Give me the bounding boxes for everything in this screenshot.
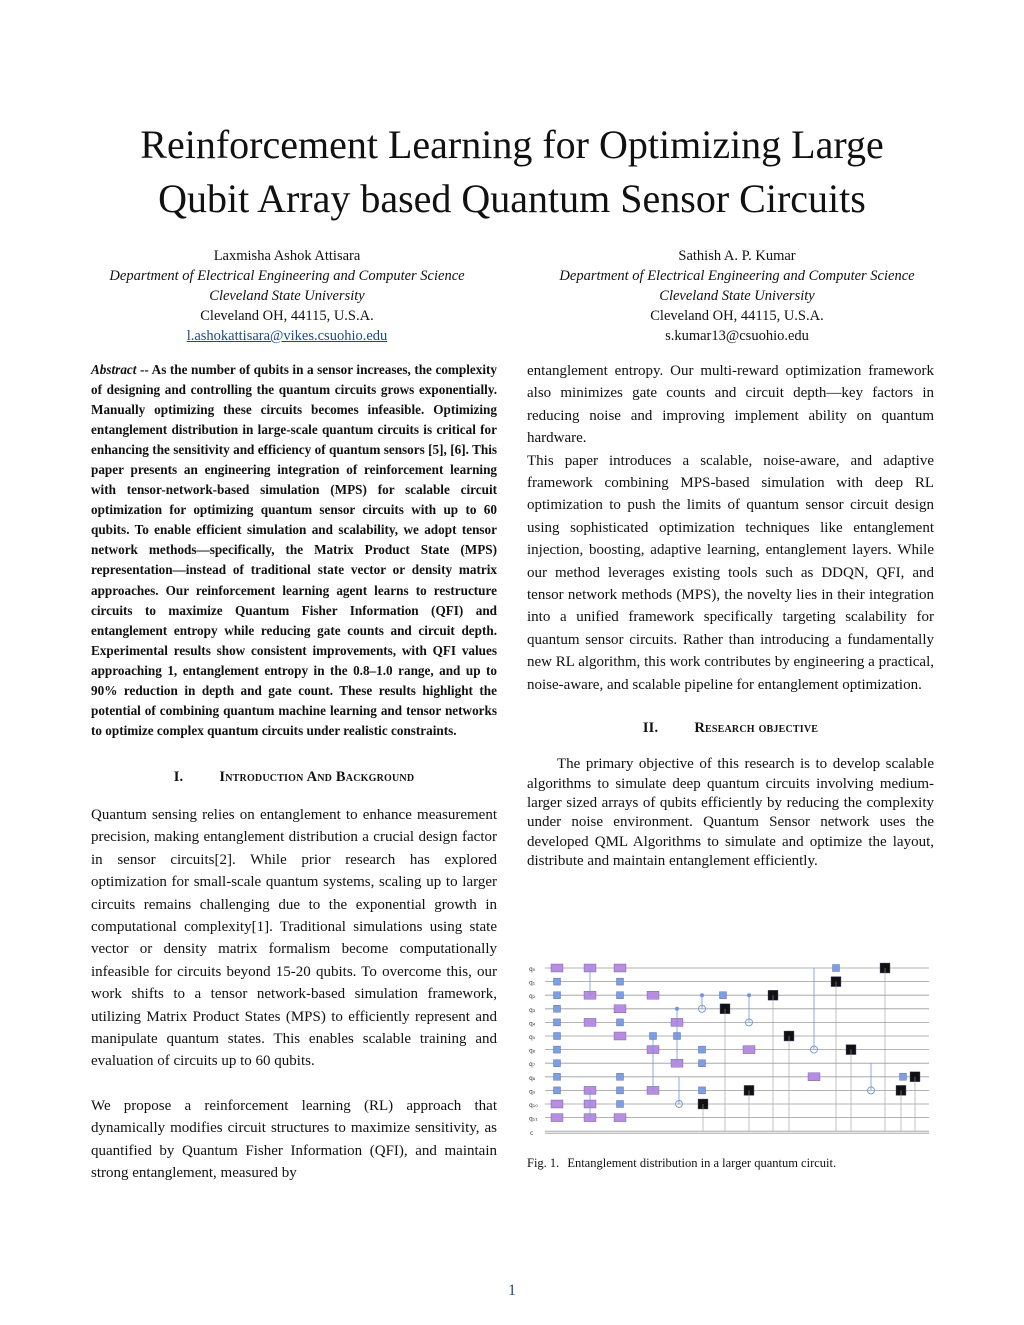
h-gate	[554, 1046, 561, 1053]
section-heading-2	[527, 720, 934, 737]
rz-gate	[614, 1032, 626, 1040]
author-email-link[interactable]: l.ashokattisara@vikes.csuohio.edu	[186, 328, 388, 344]
author-address: Cleveland OH, 44115, U.S.A.	[200, 308, 374, 324]
classical-label: c	[530, 1130, 534, 1138]
title-line-2: Qubit Array based Quantum Sensor Circuits	[158, 176, 866, 221]
qubit-label: q₅	[529, 1034, 536, 1041]
h-gate	[554, 978, 561, 985]
rz-gate	[584, 1018, 596, 1026]
rz-gate	[614, 1114, 626, 1122]
h-gate	[617, 992, 624, 999]
author-address: Cleveland OH, 44115, U.S.A.	[650, 308, 824, 324]
qubit-label: q₂	[529, 993, 536, 1001]
h-gate	[554, 992, 561, 999]
qubit-label: q₀	[529, 966, 536, 973]
h-gate	[554, 1073, 561, 1080]
qubit-label: q₈	[529, 1074, 536, 1082]
quantum-circuit-figure	[527, 958, 934, 1148]
author-name: Sathish A. P. Kumar	[678, 248, 796, 264]
control-dot	[747, 993, 751, 997]
rz-gate	[647, 991, 659, 999]
author-department: Department of Electrical Engineering and Computer Science	[559, 268, 915, 284]
author-block-1	[52, 246, 522, 346]
author-email: s.kumar13@csuohio.edu	[665, 328, 809, 344]
page-number: 1	[508, 1282, 516, 1299]
h-gate	[699, 1046, 706, 1053]
h-gate	[900, 1073, 907, 1080]
section-title: Research objective	[694, 720, 819, 737]
section-heading-1	[91, 769, 497, 786]
rz-gate	[808, 1073, 820, 1081]
section-title: Introduction And Background	[219, 768, 415, 785]
rz-gate	[614, 1005, 626, 1013]
qubit-label: q₇	[529, 1061, 536, 1069]
rz-gate	[551, 1114, 563, 1122]
h-gate	[617, 1019, 624, 1026]
h-gate	[699, 1060, 706, 1067]
h-gate	[617, 978, 624, 985]
author-university: Cleveland State University	[209, 288, 365, 304]
h-gate	[833, 965, 840, 972]
rz-gate	[551, 1100, 563, 1108]
qubit-label: q₃	[529, 1006, 536, 1014]
h-gate	[554, 1060, 561, 1067]
section-number: II.	[642, 720, 659, 737]
figure-caption-text: Entanglement distribution in a larger quantum circuit.	[567, 1156, 837, 1170]
abstract	[91, 360, 497, 741]
figure-caption	[527, 1156, 934, 1171]
abstract-label: Abstract	[91, 362, 137, 377]
qubit-label: q₉	[529, 1088, 536, 1096]
abstract-text: -- As the number of qubits in a sensor increases, the complexity of designing and controlling the quantum circuits grows exponentially. Manually optimizing these circuits becomes infeasible. Optimizing entanglement distribution in large-scale quantum circuits is critical for enhancing the sensitivity and efficiency of quantum sensors [5], [6]. This paper presents an engineering integration of reinforcement learning with tensor-network-based simulation (MPS) for scalable circuit optimization for optimizing quantum sensor circuits with up to 60 qubits. To enable efficient simulation and scalability, we adopt tensor network methods—specifically, the Matrix Product State (MPS) representation—instead of traditional state vector or density matrix approaches. Our reinforcement learning agent learns to restructure circuits to maximize Quantum Fisher Information (QFI) and entanglement entropy while reducing gate counts and circuit depth. Experimental results show consistent improvements, with QFI values approaching 1, entanglement entropy in the 0.8–1.0 range, and up to 90% reduction in depth and gate count. These results highlight the potential of combining quantum machine learning and tensor networks to optimize complex quantum circuits under realistic constraints.	[91, 362, 498, 738]
author-name: Laxmisha Ashok Attisara	[213, 248, 361, 264]
figure-label: Fig. 1.	[527, 1156, 560, 1170]
h-gate	[617, 1073, 624, 1080]
intro-paragraph-continued: entanglement entropy. Our multi-reward optimization framework also minimizes gate counts and circuit depth—key factors in reducing noise and improving implement ability on quantum hardware.	[527, 363, 934, 447]
qubit-label: q₁	[529, 979, 536, 987]
h-gate	[720, 992, 727, 999]
rz-gate	[551, 964, 563, 972]
quantum-circuit-diagram	[527, 958, 934, 1148]
qubit-label: q₁₀	[529, 1102, 538, 1109]
author-block-2	[502, 246, 972, 346]
right-column	[527, 360, 934, 872]
section-number: I.	[173, 768, 184, 785]
h-gate	[617, 1087, 624, 1094]
author-department: Department of Electrical Engineering and Computer Science	[109, 268, 465, 284]
title-line-1: Reinforcement Learning for Optimizing Large	[140, 122, 884, 167]
h-gate	[554, 1005, 561, 1012]
objective-paragraph: The primary objective of this research is to develop scalable algorithms to simulate deep quantum circuits involving medium-larger sized arrays of qubits efficiently by reducing the complexity under noise environment. Quantum Sensor network uses the developed QML Algorithms to simulate and optimize the layout, distribute and maintain entanglement efficiently.	[527, 756, 934, 870]
author-university: Cleveland State University	[659, 288, 815, 304]
left-column	[91, 360, 497, 1184]
h-gate	[554, 1087, 561, 1094]
rz-gate	[743, 1046, 755, 1054]
h-gate	[699, 1087, 706, 1094]
intro-paragraph-2: We propose a reinforcement learning (RL) approach that dynamically modifies circuit structures to maximize sensitivity, as quantified by Quantum Fisher Information (QFI), and maintain strong entanglement, measured by	[91, 1097, 497, 1181]
h-gate	[554, 1019, 561, 1026]
qubit-label: q₄	[529, 1020, 536, 1028]
h-gate	[617, 1101, 624, 1108]
h-gate	[554, 1033, 561, 1040]
rz-gate	[614, 964, 626, 972]
qubit-label: q₆	[529, 1047, 536, 1055]
intro-paragraph-1: Quantum sensing relies on entanglement to enhance measurement precision, making entanglement distribution a crucial design factor in sensor circuits[2]. While prior research has explored optimization for small-scale quantum systems, scaling up to larger circuits remains challenging due to the exponential growth in computational complexity[1]. Traditional simulations using state vector or density matrix formalism become computationally infeasible for circuits beyond 15-20 qubits. To overcome this, our work shifts to a tensor network-based simulation framework, utilizing Matrix Product States (MPS) to efficiently represent and manipulate quantum states. This enables scalable training and evaluation of circuits up to 60 qubits.	[91, 806, 497, 1070]
paper-title	[60, 118, 964, 226]
control-dot	[700, 993, 704, 997]
qubit-label: q₁₁	[529, 1115, 538, 1123]
contribution-paragraph: This paper introduces a scalable, noise-aware, and adaptive framework combining MPS-based simulation with deep RL optimization to push the limits of quantum sensor circuit design using sophisticated optimization techniques like entanglement injection, boosting, adaptive learning, entanglement layers. While our method leverages existing tools such as DDQN, QFI, and tensor network methods (MPS), the novelty lies in their integration into a unified framework specifically targeting scalability for quantum sensor circuits. Rather than introducing a fundamentally new RL algorithm, this work contributes by engineering a practical, noise-aware, and scalable pipeline for entanglement optimization.	[527, 452, 934, 693]
